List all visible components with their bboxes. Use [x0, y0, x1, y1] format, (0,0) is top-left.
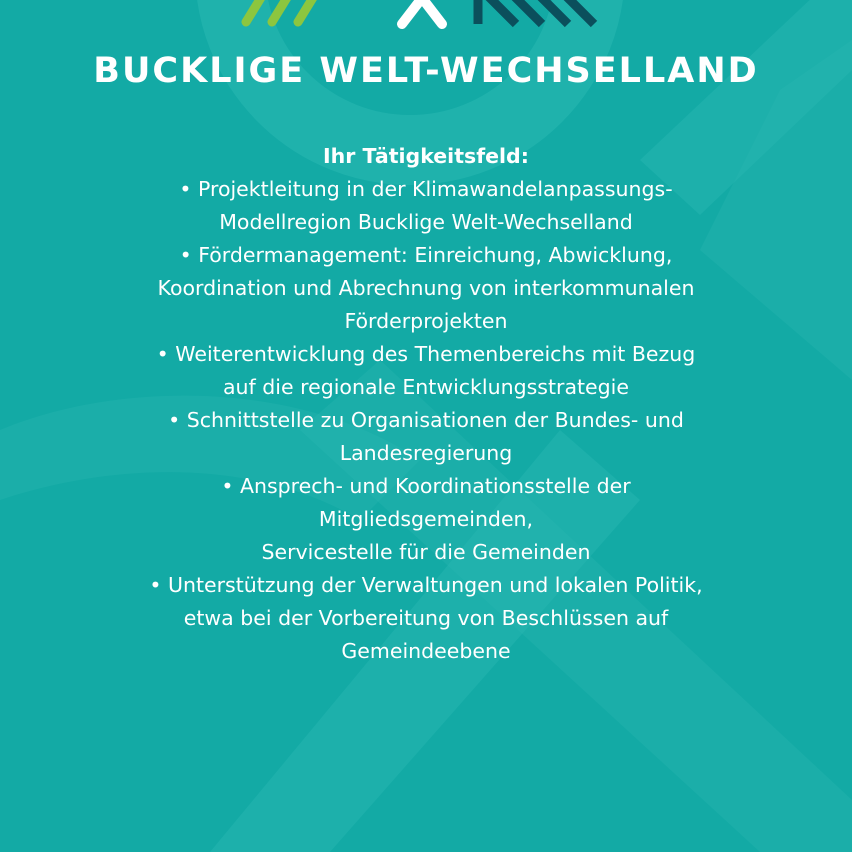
task-line: • Ansprech- und Koordinationsstelle der — [221, 474, 631, 498]
task-item — [60, 173, 792, 239]
task-item — [60, 569, 792, 668]
task-item — [60, 239, 792, 338]
task-item — [60, 404, 792, 470]
task-line: • Projektleitung in der Klimawandelanpassungs- — [179, 177, 673, 201]
task-line: Gemeindeebene — [341, 639, 511, 663]
task-line: Landesregierung — [339, 441, 513, 465]
task-list — [60, 173, 792, 668]
brand-title: BUCKLIGE WELT-WECHSELLAND — [93, 51, 759, 91]
job-description — [60, 140, 792, 668]
task-line: Förderprojekten — [344, 309, 508, 333]
task-line: etwa bei der Vorbereitung von Beschlüssen auf — [183, 606, 669, 630]
task-line: • Fördermanagement: Einreichung, Abwicklung, — [179, 243, 673, 267]
task-line: • Unterstützung der Verwaltungen und lokalen Politik, — [149, 573, 703, 597]
task-line: Mitgliedsgemeinden, — [318, 507, 534, 531]
task-item — [60, 470, 792, 569]
logo-mark — [0, 0, 852, 30]
task-line: Koordination und Abrechnung von interkommunalen — [157, 276, 695, 300]
section-heading: Ihr Tätigkeitsfeld: — [323, 144, 529, 168]
task-line: Servicestelle für die Gemeinden — [261, 540, 591, 564]
task-line: Modellregion Bucklige Welt-Wechselland — [219, 210, 633, 234]
task-line: • Weiterentwicklung des Themenbereichs mit Bezug — [156, 342, 696, 366]
task-line: auf die regionale Entwicklungsstrategie — [223, 375, 629, 399]
task-line: • Schnittstelle zu Organisationen der Bundes- und — [168, 408, 684, 432]
task-item — [60, 338, 792, 404]
